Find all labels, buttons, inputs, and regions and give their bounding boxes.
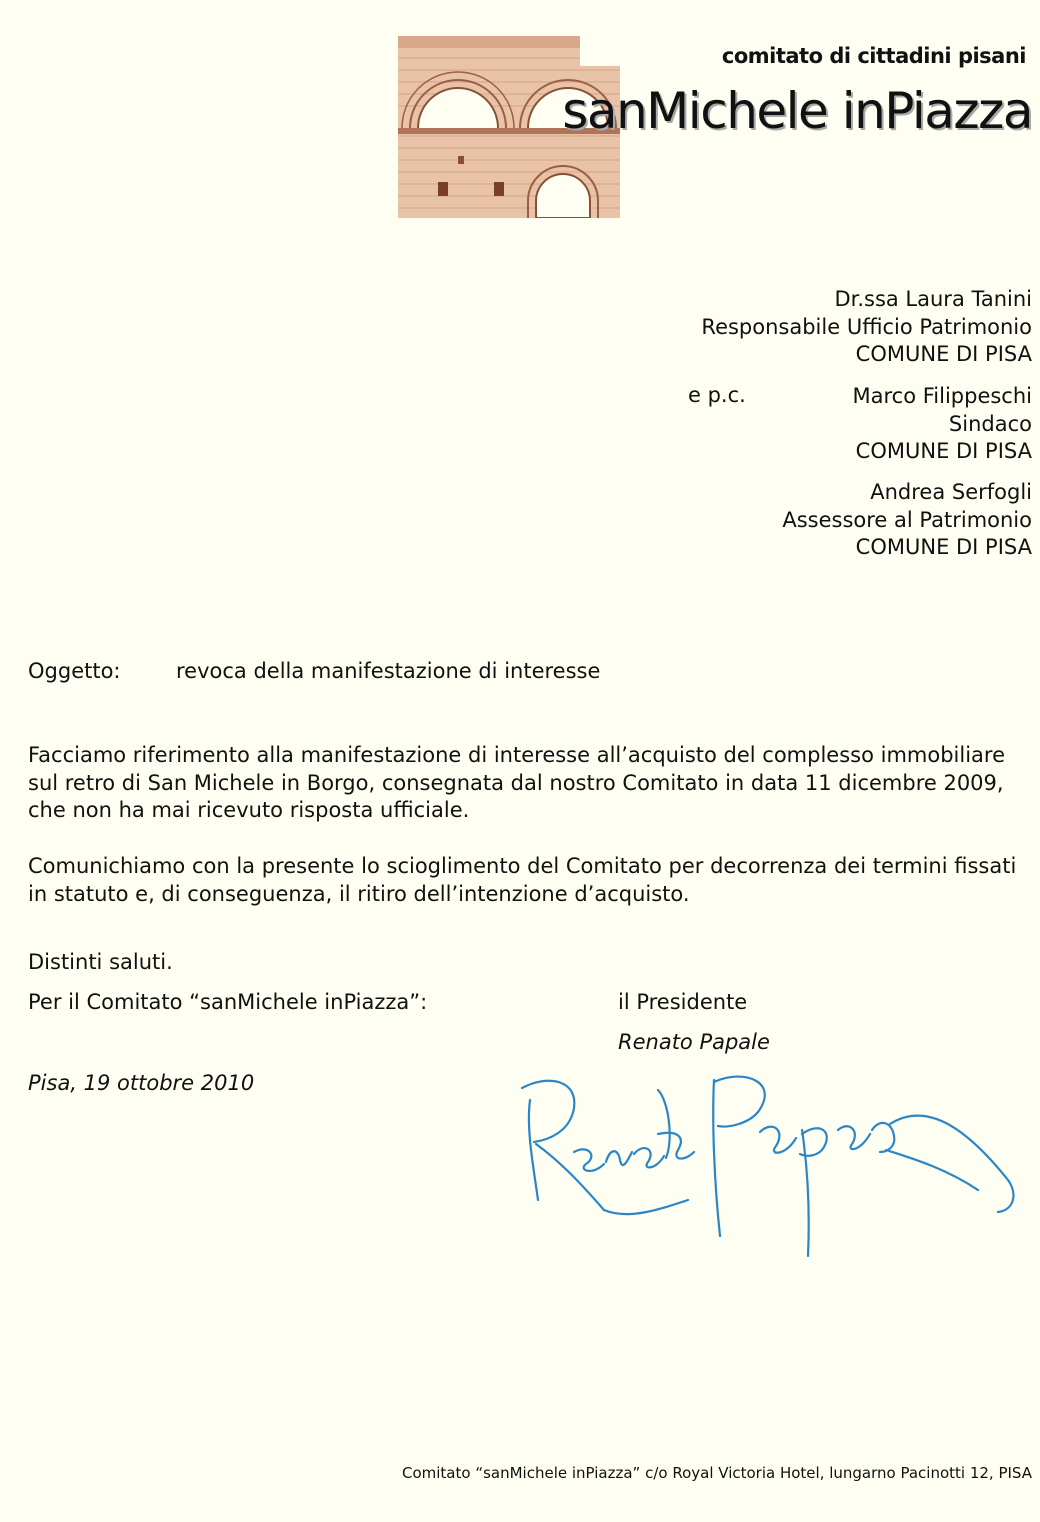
cc1-role: Sindaco <box>948 411 1032 436</box>
subject-label: Oggetto: <box>28 659 121 683</box>
recipient-cc1 <box>572 383 1032 466</box>
committee-title <box>520 82 1032 140</box>
greeting: Distinti saluti. <box>28 950 173 974</box>
for-committee: Per il Comitato “sanMichele inPiazza”: <box>28 990 428 1014</box>
subject-text: revoca della manifestazione di interesse <box>176 659 601 683</box>
cc1-name: Marco Filippeschi <box>852 384 1032 408</box>
recipient-primary <box>572 286 1032 369</box>
recipient-role: Responsabile Ufficio Patrimonio <box>701 314 1032 339</box>
cc2-org: COMUNE DI PISA <box>855 535 1032 559</box>
cc-label: e p.c. <box>688 383 746 407</box>
signatory-name: Renato Papale <box>618 1030 770 1054</box>
place-date: Pisa, 19 ottobre 2010 <box>28 1071 255 1095</box>
body-paragraph-1: Facciamo riferimento alla manifestazione di interesse all’acquisto del complesso immobiliare sul retro di San Michele in Borgo, consegnata dal nostro Comitato in data 11 dicembre 2009, che non ha mai ricevuto risposta ufficiale. <box>28 743 1006 822</box>
footer-address: Comitato “sanMichele inPiazza” c/o Royal Victoria Hotel, lungarno Pacinotti 12, PISA <box>401 1464 1032 1482</box>
recipient-org: COMUNE DI PISA <box>855 342 1032 366</box>
title-part-piazza: Piazza <box>884 82 1032 140</box>
recipient-name: Dr.ssa Laura Tanini <box>834 287 1032 311</box>
title-part-san: san <box>562 82 647 140</box>
signatory-role: il Presidente <box>618 990 748 1014</box>
cc1-org: COMUNE DI PISA <box>855 439 1032 463</box>
committee-subtitle: comitato di cittadini pisani <box>721 44 1026 68</box>
cc2-role: Assessore al Patrimonio <box>782 507 1032 532</box>
title-part-michele: Michele in <box>646 82 885 140</box>
cc2-name: Andrea Serfogli <box>870 480 1032 504</box>
body-paragraph-2: Comunichiamo con la presente lo scioglimento del Comitato per decorrenza dei termini fissati in statuto e, di conseguenza, il ritiro dell’intenzione d’acquisto. <box>28 854 1017 906</box>
recipient-cc2 <box>572 479 1032 562</box>
handwritten-signature <box>508 1060 1028 1275</box>
